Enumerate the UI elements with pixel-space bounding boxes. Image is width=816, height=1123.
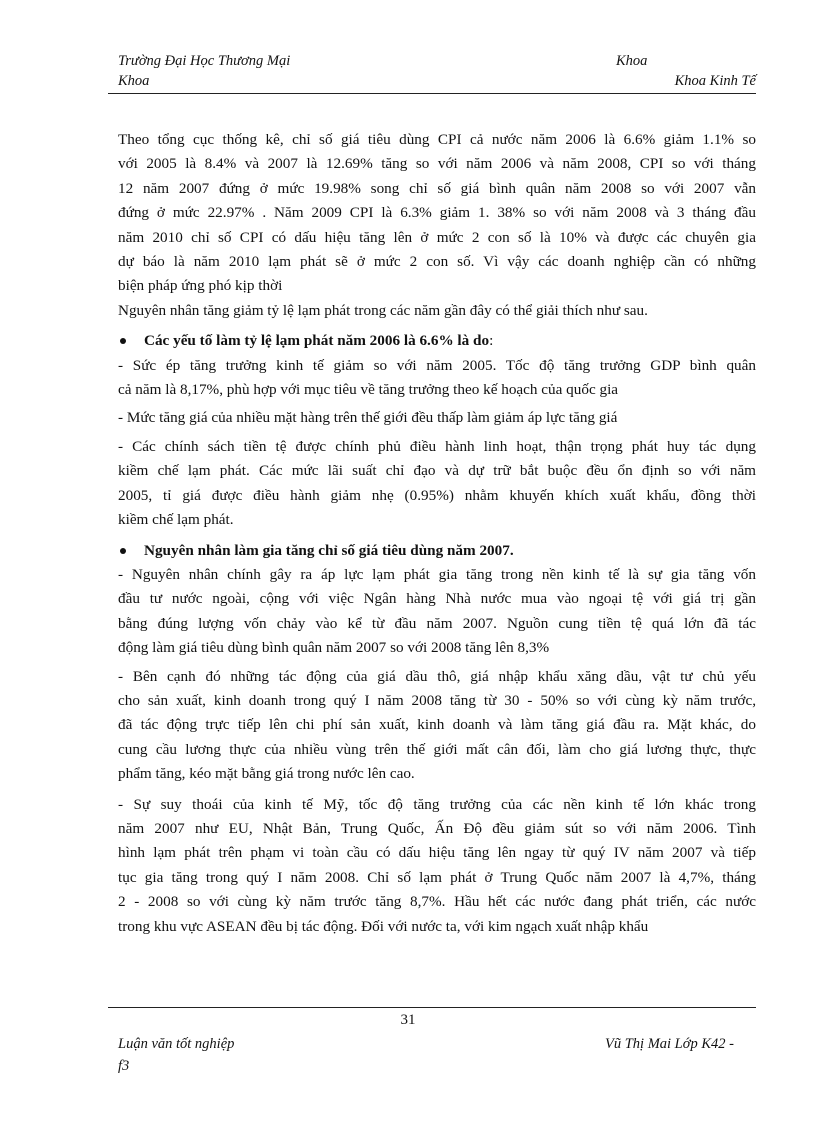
text-line: kiềm chế lạm phát.: [118, 511, 234, 529]
bullet-heading-text: Các yếu tố làm tỷ lệ lạm phát năm 2006 là 6.6% là do: [144, 332, 490, 350]
text-line: năm 2010 chỉ số CPI có dấu hiệu tăng lên ở mức 2 con số là 10% và được các chuyên gia: [118, 228, 756, 246]
paragraph-monetary-policy: [118, 435, 756, 533]
header-row-2: [108, 73, 756, 94]
text-line: năm 2007 như EU, Nhật Bản, Trung Quốc, Ấn Độ đều giảm sút so với năm 2006. Tình: [118, 819, 756, 837]
footer-author: Vũ Thị Mai Lớp K42 -: [605, 1036, 734, 1052]
bullet-heading-2007: [118, 539, 756, 563]
footer-thesis-suffix: f3: [118, 1058, 130, 1074]
header-khoa-left: Khoa: [118, 73, 150, 89]
text-line: 2005, tỉ giá được điều hành giảm nhẹ (0.95%) nhằm khuyến khích xuất khẩu, đồng thời: [118, 486, 756, 504]
text-line: đứng ở mức 22.97% . Năm 2009 CPI là 6.3% giảm 1. 38% so với năm 2008 và 3 tháng đầu: [118, 204, 756, 222]
bullet-heading-2006: [118, 329, 756, 353]
text-line: hình lạm phát trên phạm vi toàn cầu có dấu hiệu tăng lên ngay từ quý IV năm 2007 và tiếp: [118, 844, 756, 862]
text-line: - Sức ép tăng trưởng kinh tế giảm so với năm 2005. Tốc độ tăng trưởng GDP bình quân: [118, 356, 756, 374]
text-line: cung cầu lương thực của nhiều vùng trên thế giới mất cân đối, làm cho giá lương thực, thực: [118, 740, 756, 758]
text-line: đã tác động trực tiếp lên chi phí sản xuất, kinh doanh và làm tăng giá đầu ra. Mặt khác, do: [118, 716, 756, 734]
text-line: bằng đúng lượng vốn chảy vào kể từ đầu năm 2007. Nguồn cung tiền tệ quá lớn đã tác: [118, 614, 756, 632]
bullet-dot-icon: [120, 338, 126, 344]
paragraph-global-recession: [118, 793, 756, 939]
text-line: đầu tư nước ngoài, cộng với việc Ngân hàng Nhà nước mua vào ngoại tệ với giá trị gần: [118, 590, 756, 608]
text-line: cả năm là 8,17%, phù hợp với mục tiêu về tăng trưởng theo kế hoạch của quốc gia: [118, 381, 619, 399]
text-line: trong khu vực ASEAN đều bị tác động. Đối với nước ta, với kim ngạch xuất nhập khẩu: [118, 917, 649, 935]
paragraph-causes-intro: [118, 299, 756, 323]
bullet-dot-icon: [120, 548, 126, 554]
bullet-heading-text: Nguyên nhân làm gia tăng chỉ số giá tiêu dùng năm 2007.: [144, 541, 514, 559]
text-line: tục gia tăng trong quý I năm 2008. Chỉ số lạm phát ở Trung Quốc năm 2007 là 4,7%, tháng: [118, 868, 756, 886]
text-line: - Các chính sách tiền tệ được chính phủ điều hành linh hoạt, thận trọng phát huy tác dụng: [118, 437, 756, 455]
text-line: - Sự suy thoái của kinh tế Mỹ, tốc độ tăng trưởng của các nền kinh tế lớn khác trong: [118, 795, 756, 813]
text-line: - Nguyên nhân chính gây ra áp lực lạm phát gia tăng trong nền kinh tế là sự gia tăng vốn: [118, 565, 756, 583]
header-khoa-top: Khoa: [616, 53, 648, 69]
text-line: Theo tổng cục thống kê, chỉ số giá tiêu dùng CPI cả nước năm 2006 là 6.6% giảm 1.1% so: [118, 131, 756, 148]
text-line: Nguyên nhân tăng giảm tỷ lệ lạm phát trong các năm gần đây có thể giải thích như sau.: [118, 301, 648, 319]
text-line: động làm giá tiêu dùng bình quân năm 2007 so với 2008 tăng lên 8,3%: [118, 639, 550, 657]
paragraph-world-prices: [118, 406, 756, 430]
text-line: dự báo là năm 2010 lạm phát sẽ ở mức 2 con số. Vì vậy các doanh nghiệp cần có những: [118, 253, 756, 271]
header-faculty-name: Khoa Kinh Tế: [674, 73, 756, 89]
text-line: biện pháp ứng phó kịp thời: [118, 277, 283, 295]
page-number: 31: [400, 1012, 416, 1028]
header-row-1: [108, 53, 756, 73]
text-line: cho sản xuất, kinh doanh trong quý I năm 2008 tăng từ 30 - 50% so với cùng kỳ năm trước,: [118, 691, 756, 709]
paragraph-oil-prices: [118, 665, 756, 787]
paragraph-cpi-overview: [118, 128, 756, 299]
footer-thesis-label: Luận văn tốt nghiệp: [118, 1036, 235, 1052]
bullet-heading-colon: :: [489, 332, 494, 350]
text-line: 2 - 2008 so với cùng kỳ năm trước tăng 8,7%. Hầu hết các nước đang phát triển, các nước: [118, 893, 756, 911]
text-line: kiềm chế lạm phát. Các mức lãi suất chỉ đạo và dự trữ bắt buộc đều ổn định so với năm: [118, 462, 756, 480]
header-school-name: Trường Đại Học Thương Mại: [118, 53, 291, 69]
text-line: phẩm tăng, kéo mặt bằng giá trong nước lên cao.: [118, 765, 415, 783]
footer-divider: [108, 1007, 756, 1008]
paragraph-growth-pressure: [118, 354, 756, 403]
paragraph-fdi-inflow: [118, 563, 756, 661]
text-line: - Bên cạnh đó những tác động của giá dầu thô, giá nhập khẩu xăng dầu, vật tư chủ yếu: [118, 667, 756, 685]
text-line: - Mức tăng giá của nhiều mặt hàng trên thế giới đều thấp làm giảm áp lực tăng giá: [118, 409, 618, 427]
text-line: với 2005 là 8.4% và 2007 là 12.69% tăng so với năm 2006 và năm 2008, CPI so với tháng: [118, 155, 756, 173]
text-line: 12 năm 2007 đứng ở mức 19.98% song chỉ số giá bình quân năm 2008 so với 2007 vẫn: [118, 179, 756, 197]
page-body: [118, 128, 756, 939]
